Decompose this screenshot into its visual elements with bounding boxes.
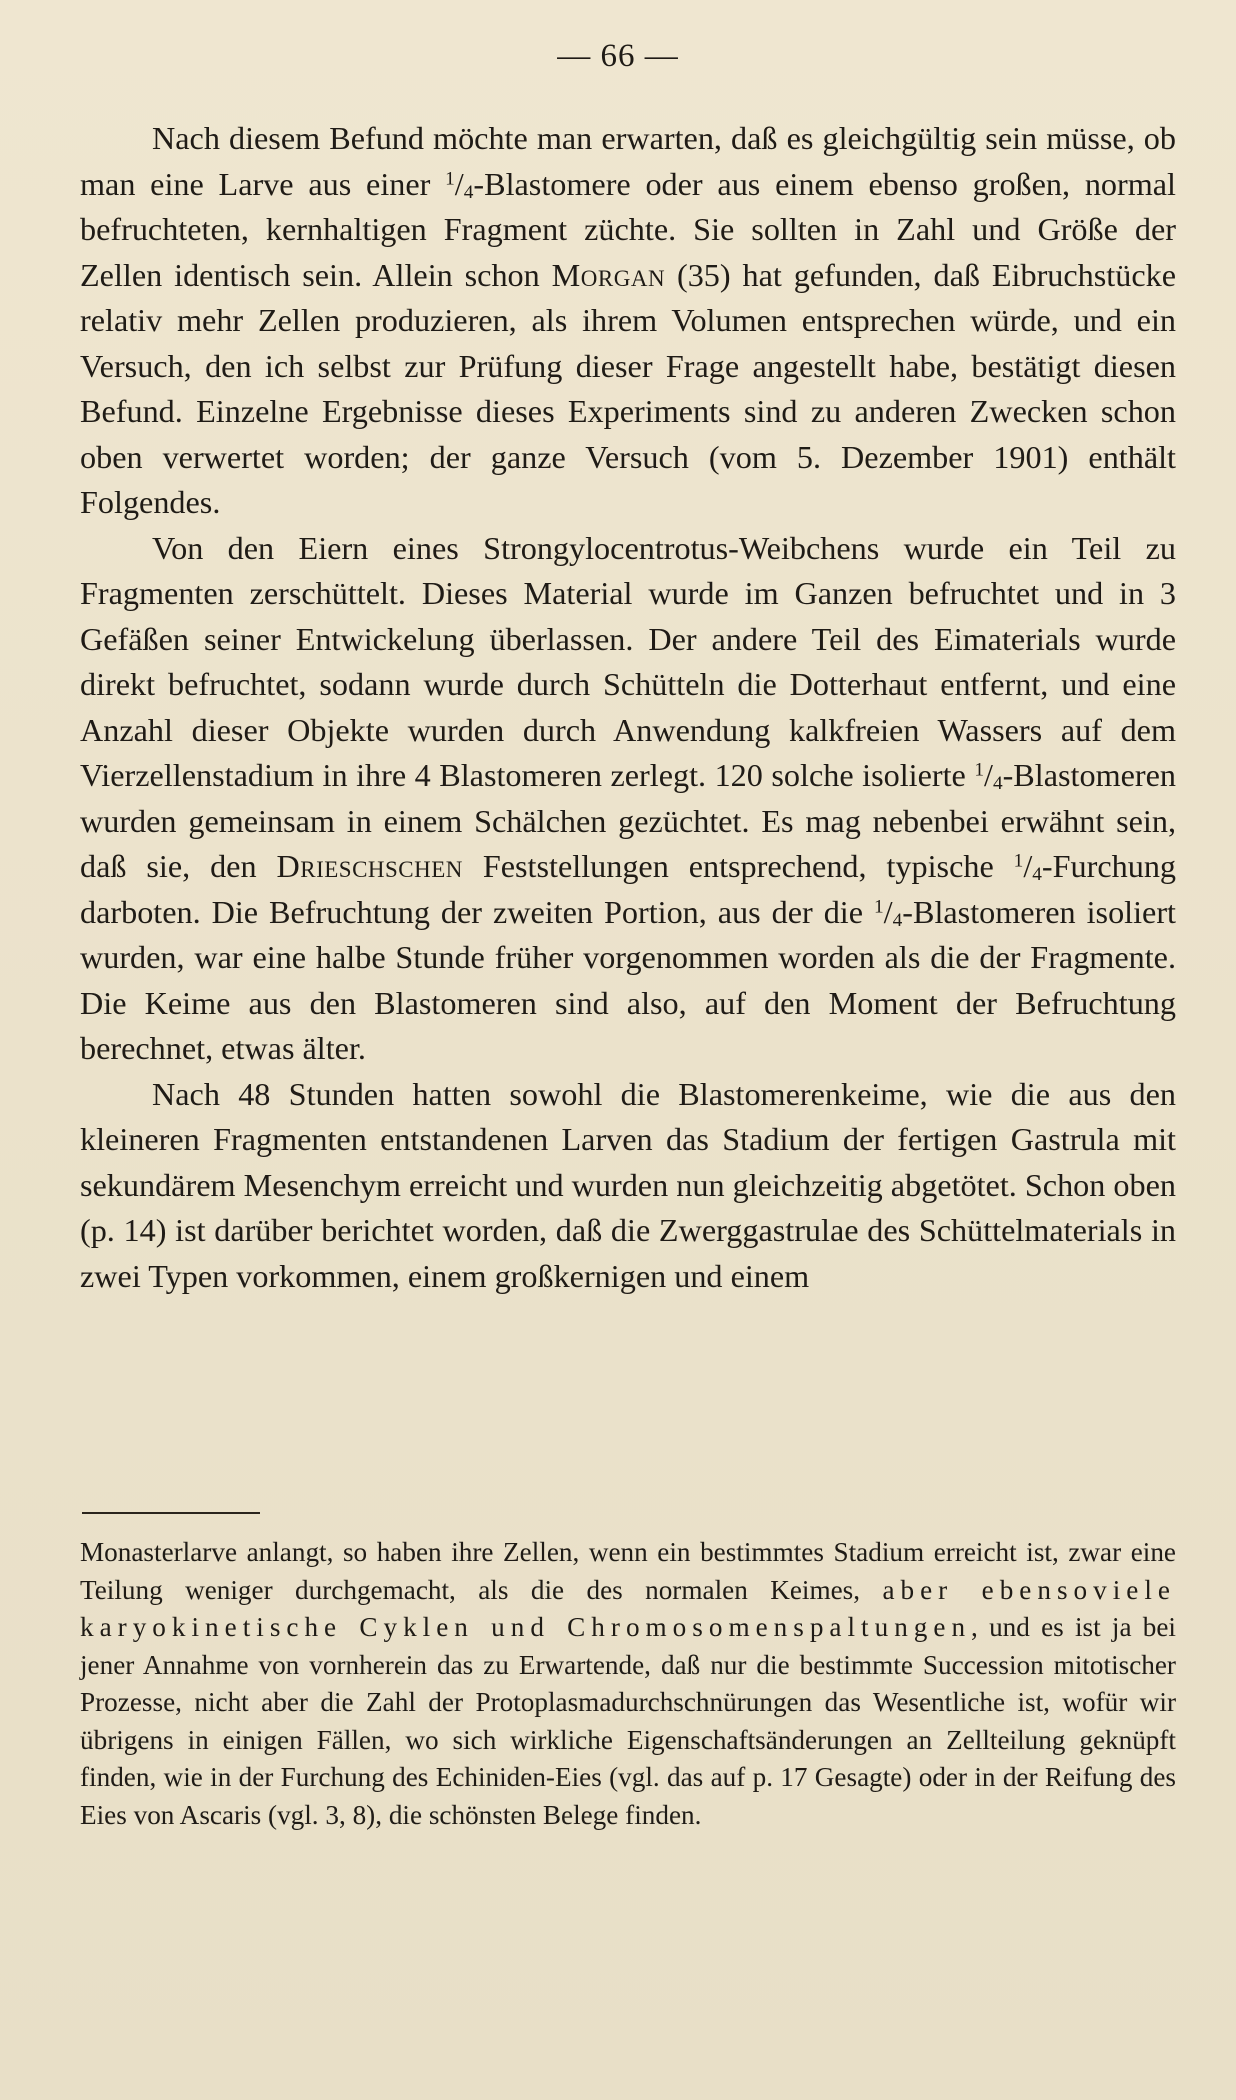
text-run: Nach 48 Stunden hatten sowohl die Blastomerenkeime, wie die aus den kleineren Fragmenten entstandenen Larven das Stadium der fertigen Gastrula mit sekundärem Mesenchym erreicht und wurden nun gleichzeitig abgetötet. Schon oben (p. 14) ist darüber berichtet worden, daß die Zwerggastrulae des Schüttelmaterials in zwei Typen vorkommen, einem großkernigen und einem: [80, 1075, 1176, 1294]
paragraph-3: [80, 1072, 1176, 1300]
page-number: — 66 —: [557, 38, 679, 74]
footnote-divider: [82, 1512, 260, 1514]
text-run: Nach diesem Befund möchte man erwarten, daß es gleichgültig sein müsse, ob man eine Larve aus einer: [80, 120, 1176, 202]
main-text: [80, 116, 1176, 1299]
paragraph-1: [80, 116, 1176, 526]
emphasis-spaced: aber ebensoviele karyokinetische Cyklen und Chromosomenspaltungen: [80, 1574, 1176, 1642]
text-run: -Blastomere oder aus einem ebenso großen, normal befruchteten, kernhaltigen Fragment züchte. Sie sollten in Zahl und Größe der Zellen identisch sein. Allein schon: [80, 165, 1176, 293]
text-run: (35) hat gefunden, daß Eibruchstücke relativ mehr Zellen produzieren, als ihrem Volumen entsprechen würde, und ein Versuch, den ich selbst zur Prüfung dieser Frage angestellt habe, bestätigt diesen Befund. Einzelne Ergebnisse dieses Experiments sind zu anderen Zwecken schon oben verwertet worden; der ganze Versuch (vom 5. Dezember 1901) enthält Folgendes.: [80, 256, 1176, 520]
text-run: Feststellungen entsprechend, typische: [462, 848, 1014, 884]
author-name: Morgan: [551, 256, 666, 293]
fraction: $^1/_4$: [974, 757, 1003, 794]
fraction: $^1/_4$: [873, 893, 903, 931]
text-run: Von den Eiern eines Strongylocentrotus-Weibchens wurde ein Teil zu Fragmenten zerschüttelt. Dieses Material wurde im Ganzen befruchtet und in 3 Gefäßen seiner Entwickelung überlassen. Der andere Teil des Eimaterials wurde direkt befruchtet, sodann wurde durch Schütteln die Dotterhaut entfernt, und eine Anzahl dieser Objekte wurden durch Anwendung kalkfreien Wassers auf dem Vierzellenstadium in ihre 4 Blastomeren zerlegt. 120 solche isolierte: [80, 529, 1176, 793]
footnote: [80, 1534, 1176, 1834]
text-run: -Blastomeren wurden gemeinsam in einem Schälchen gezüchtet. Es mag nebenbei erwähnt sein, daß sie, den: [80, 757, 1176, 884]
paragraph-2: [80, 526, 1176, 1072]
footnote-text: [80, 1534, 1176, 1834]
fraction: $^1/_4$: [1013, 848, 1042, 885]
fraction: $^1/_4$: [445, 165, 474, 203]
author-name: Drieschschen: [276, 848, 463, 884]
text-run: Monasterlarve anlangt, so haben ihre Zellen, wenn ein bestimmtes Stadium erreicht ist, zwar eine Teilung weniger durchgemacht, als die des normalen Keimes,: [80, 1537, 1176, 1605]
text-run: -Blastomeren isoliert wurden, war eine halbe Stunde früher vorgenommen worden als die der Fragmente. Die Keime aus den Blastomeren sind also, auf den Moment der Befruchtung berechnet, etwas älter.: [80, 893, 1177, 1066]
text-run: , und es ist ja bei jener Annahme von vornherein das zu Erwartende, daß nur die bestimmte Succession mitotischer Prozesse, nicht aber die Zahl der Protoplasmadurchschnürungen das Wesentliche ist, wofür wir übrigens in einigen Fällen, wo sich wirkliche Eigenschaftsänderungen an Zellteilung geknüpft finden, wie in der Furchung des Echiniden-Eies (vgl. das auf p. 17 Gesagte) oder in der Reifung des Eies von Ascaris (vgl. 3, 8), die schönsten Belege finden.: [80, 1612, 1176, 1830]
text-run: -Furchung darboten. Die Befruchtung der zweiten Portion, aus der die: [80, 848, 1177, 930]
